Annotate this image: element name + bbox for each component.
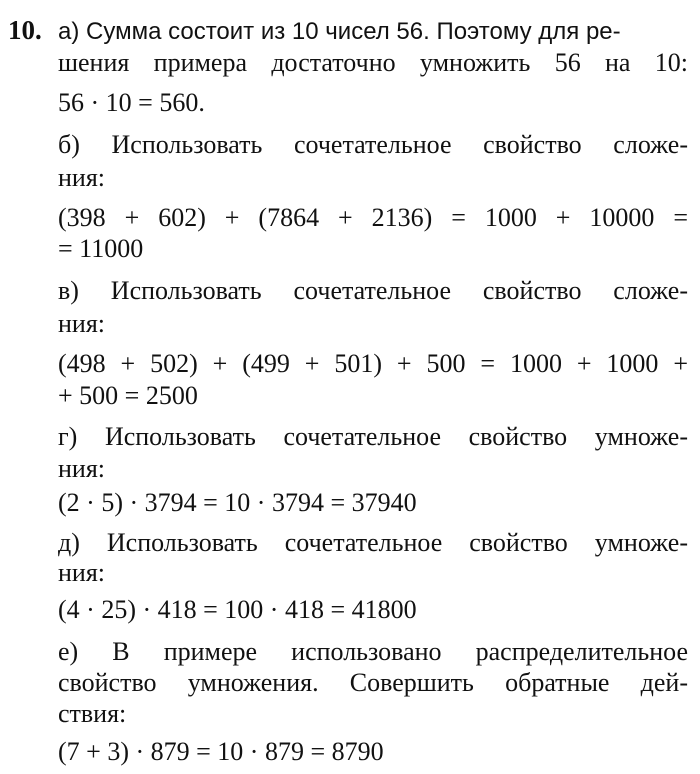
- equation-e: (7 + 3) · 879 = 10 · 879 = 8790: [58, 737, 384, 766]
- text-line-g2: ния:: [58, 454, 106, 483]
- text-line-b2: ния:: [58, 163, 106, 192]
- equation-a: 56 · 10 = 560.: [58, 88, 205, 117]
- text-line-b1: б) Использовать сочетательное свойство сложе-: [58, 130, 688, 159]
- text-line-d1: д) Использовать сочетательное свойство умноже-: [58, 528, 688, 557]
- text-line-d2: ния:: [58, 558, 106, 587]
- text-line-e3: ствия:: [58, 699, 127, 728]
- text-line-e2: свойство умножения. Совершить обратные дей-: [58, 668, 688, 697]
- text-line-v1: в) Использовать сочетательное свойство сложе-: [58, 276, 688, 305]
- equation-d: (4 · 25) · 418 = 100 · 418 = 41800: [58, 595, 417, 624]
- text-line-a2: шения примера достаточно умножить 56 на 10:: [58, 48, 688, 77]
- equation-b1: (398 + 602) + (7864 + 2136) = 1000 + 10000 =: [58, 203, 688, 232]
- equation-v2: + 500 = 2500: [58, 381, 198, 410]
- text-line-v2: ния:: [58, 309, 106, 338]
- text-line-g1: г) Использовать сочетательное свойство умноже-: [58, 422, 688, 451]
- problem-number: 10.: [8, 15, 42, 45]
- equation-b2: = 11000: [58, 234, 144, 263]
- text-line-a1: а) Сумма состоит из 10 чисел 56. Поэтому для ре-: [58, 18, 621, 45]
- text-line-e1: е) В примере использовано распределительное: [58, 637, 688, 666]
- equation-g: (2 · 5) · 3794 = 10 · 3794 = 37940: [58, 488, 417, 517]
- equation-v1: (498 + 502) + (499 + 501) + 500 = 1000 + 1000 +: [58, 349, 688, 378]
